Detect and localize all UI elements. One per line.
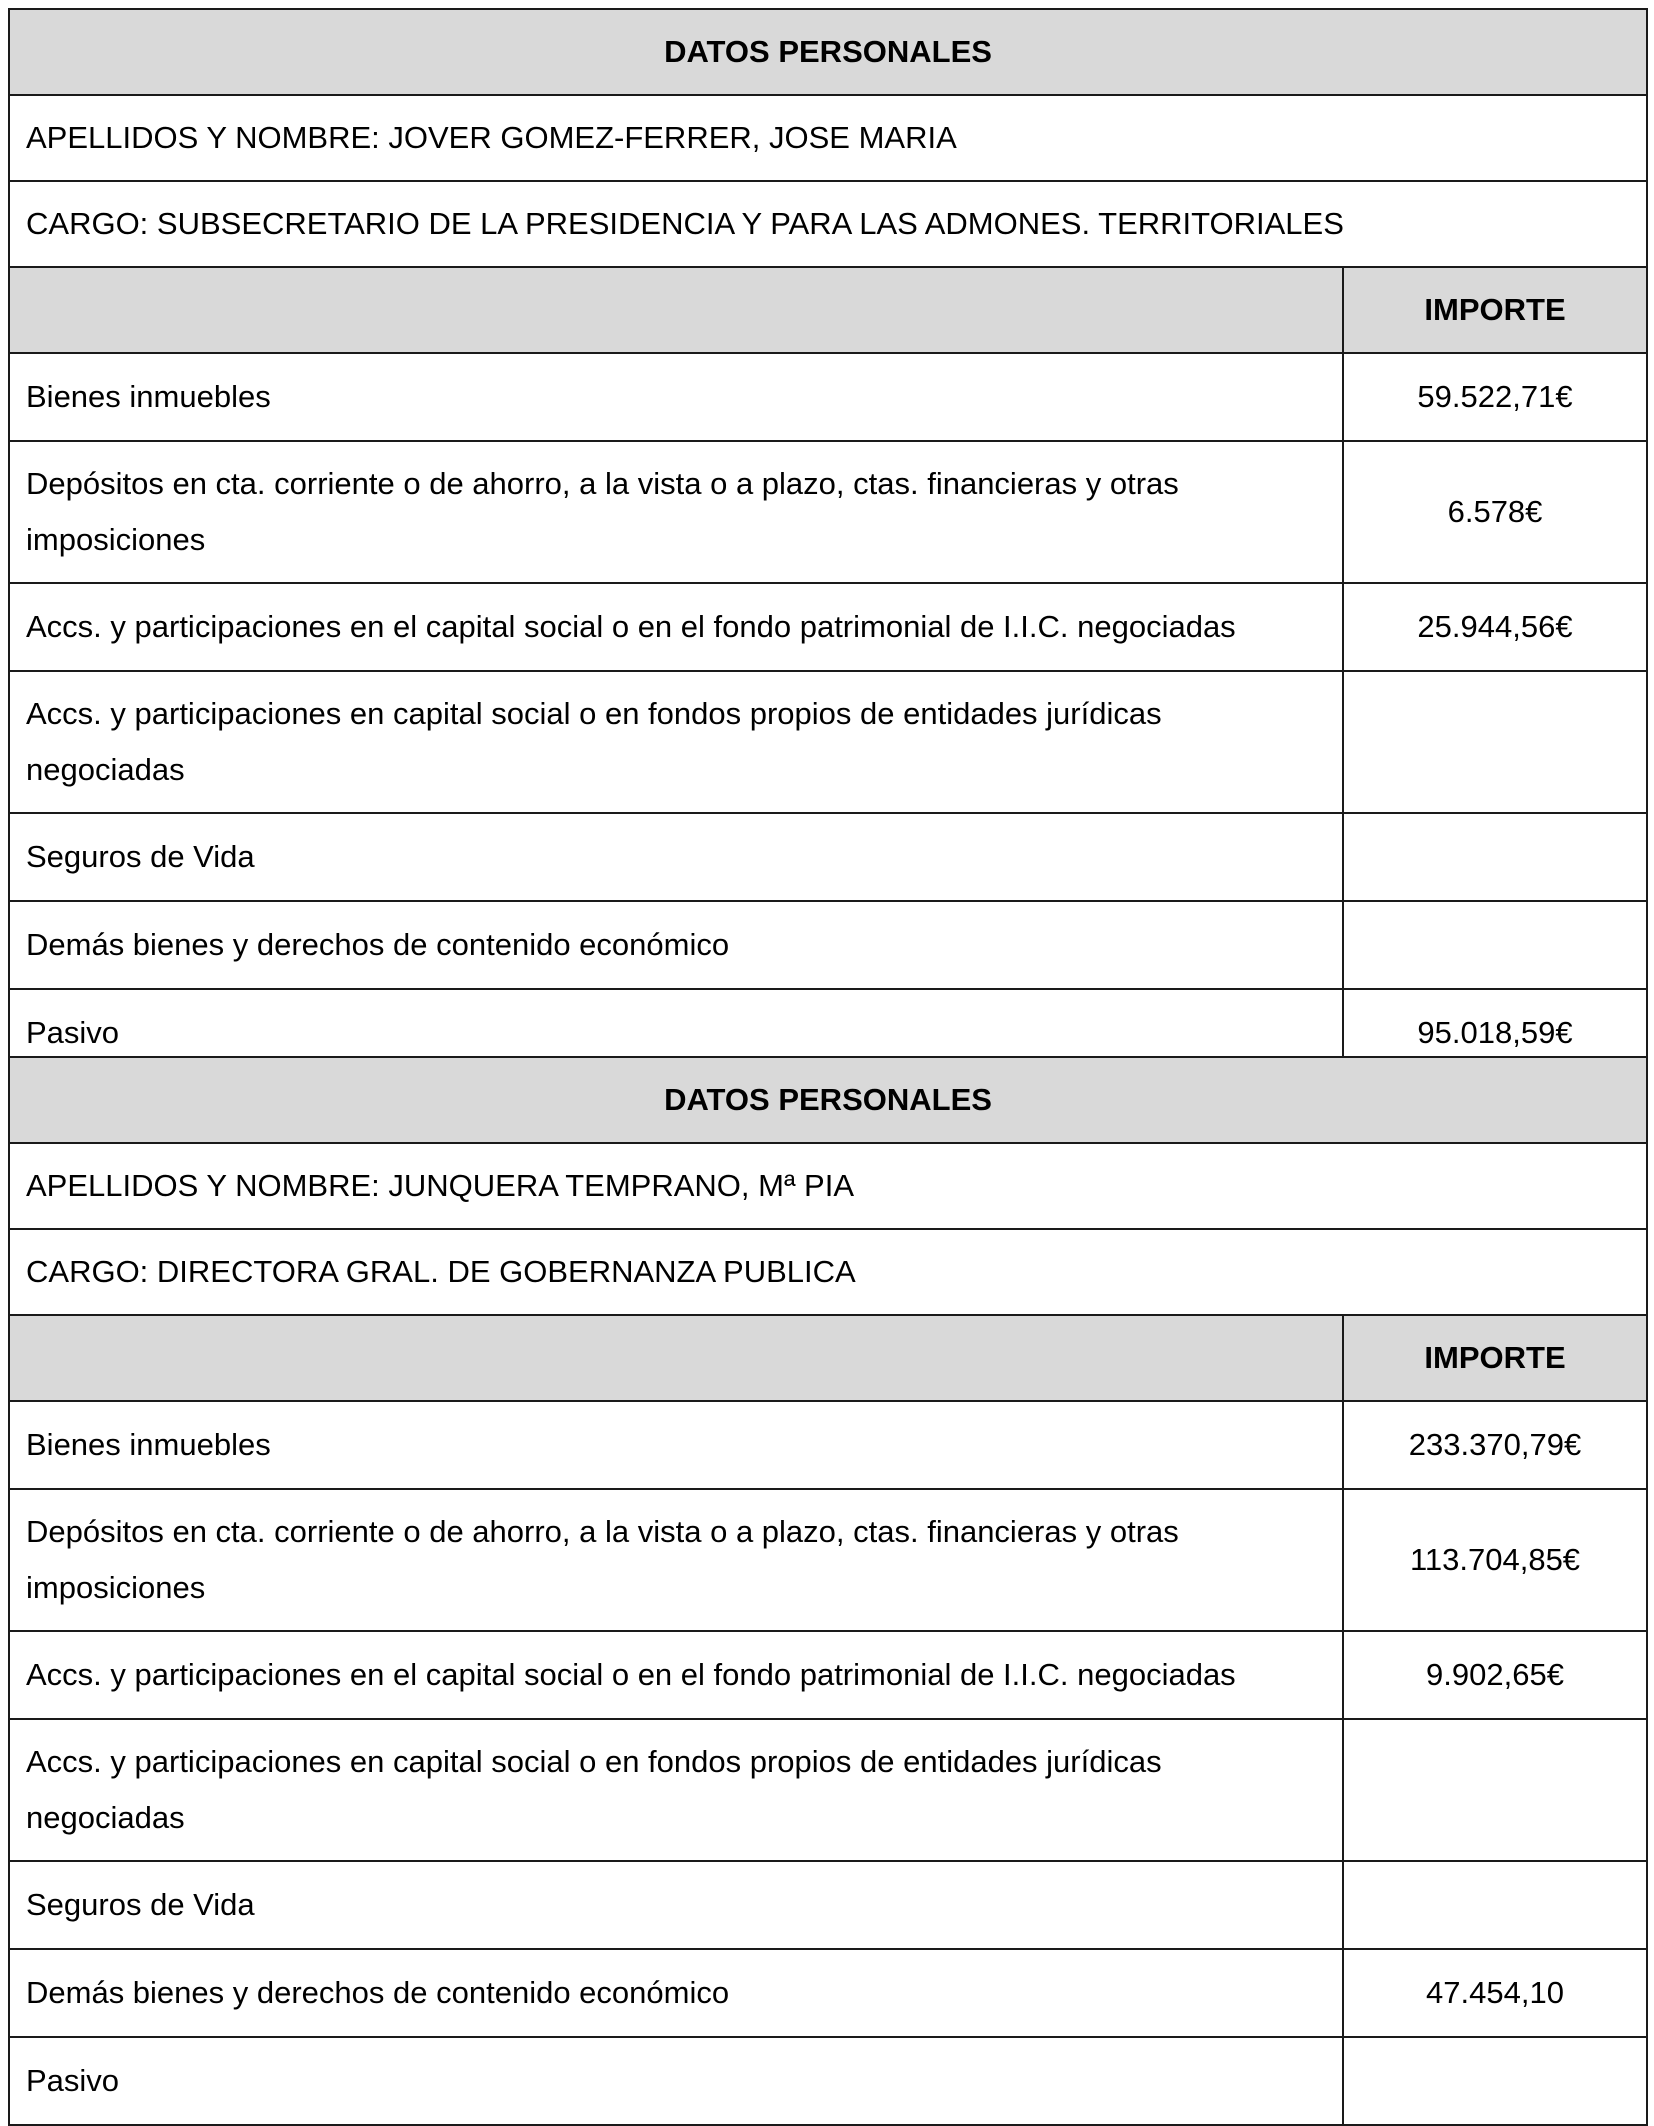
- table-row: [9, 1719, 1647, 1861]
- item-label: Accs. y participaciones en capital social o en fondos propios de entidades jurídicas negociadas: [9, 671, 1343, 813]
- table-row: [9, 1401, 1647, 1489]
- item-label: Depósitos en cta. corriente o de ahorro, a la vista o a plazo, ctas. financieras y otras imposiciones: [9, 1489, 1343, 1631]
- item-amount: 113.704,85€: [1343, 1489, 1647, 1631]
- item-amount: 47.454,10: [1343, 1949, 1647, 2037]
- column-header-row: [9, 1315, 1647, 1401]
- table-title-row: [9, 1057, 1647, 1143]
- item-amount: 9.902,65€: [1343, 1631, 1647, 1719]
- item-label: Seguros de Vida: [9, 1861, 1343, 1949]
- position-row: [9, 1229, 1647, 1315]
- section-header: DATOS PERSONALES: [9, 1057, 1647, 1143]
- table-row: [9, 1489, 1647, 1631]
- table-row: [9, 1861, 1647, 1949]
- full-name: APELLIDOS Y NOMBRE: JOVER GOMEZ-FERRER, JOSE MARIA: [9, 95, 1647, 181]
- full-name: APELLIDOS Y NOMBRE: JUNQUERA TEMPRANO, Mª PIA: [9, 1143, 1647, 1229]
- item-amount: 6.578€: [1343, 441, 1647, 583]
- position-title: CARGO: DIRECTORA GRAL. DE GOBERNANZA PUBLICA: [9, 1229, 1647, 1315]
- item-amount: [1343, 671, 1647, 813]
- column-header-row: [9, 267, 1647, 353]
- column-header-amount: IMPORTE: [1343, 1315, 1647, 1401]
- table-row: [9, 441, 1647, 583]
- item-amount: 59.522,71€: [1343, 353, 1647, 441]
- item-label: Demás bienes y derechos de contenido económico: [9, 901, 1343, 989]
- section-header: DATOS PERSONALES: [9, 9, 1647, 95]
- table-row: [9, 813, 1647, 901]
- table-row: [9, 1631, 1647, 1719]
- item-label: Bienes inmuebles: [9, 1401, 1343, 1489]
- item-amount: 233.370,79€: [1343, 1401, 1647, 1489]
- item-amount: [1343, 901, 1647, 989]
- item-amount: 25.944,56€: [1343, 583, 1647, 671]
- item-amount: 95.018,59€: [1343, 989, 1647, 1077]
- name-row: [9, 1143, 1647, 1229]
- table-row: [9, 2037, 1647, 2125]
- item-label: Accs. y participaciones en el capital social o en el fondo patrimonial de I.I.C. negociadas: [9, 1631, 1343, 1719]
- name-row: [9, 95, 1647, 181]
- item-label: Depósitos en cta. corriente o de ahorro, a la vista o a plazo, ctas. financieras y otras imposiciones: [9, 441, 1343, 583]
- item-amount: [1343, 1719, 1647, 1861]
- item-label: Pasivo: [9, 2037, 1343, 2125]
- column-header-blank: [9, 1315, 1343, 1401]
- declaration-table: [8, 8, 1648, 1078]
- column-header-amount: IMPORTE: [1343, 267, 1647, 353]
- item-amount: [1343, 813, 1647, 901]
- table-title-row: [9, 9, 1647, 95]
- position-row: [9, 181, 1647, 267]
- item-amount: [1343, 2037, 1647, 2125]
- position-title: CARGO: SUBSECRETARIO DE LA PRESIDENCIA Y PARA LAS ADMONES. TERRITORIALES: [9, 181, 1647, 267]
- item-amount: [1343, 1861, 1647, 1949]
- item-label: Bienes inmuebles: [9, 353, 1343, 441]
- table-row: [9, 583, 1647, 671]
- declaration-table: [8, 1056, 1648, 2126]
- table-row: [9, 1949, 1647, 2037]
- item-label: Accs. y participaciones en el capital social o en el fondo patrimonial de I.I.C. negociadas: [9, 583, 1343, 671]
- column-header-blank: [9, 267, 1343, 353]
- item-label: Demás bienes y derechos de contenido económico: [9, 1949, 1343, 2037]
- table-row: [9, 901, 1647, 989]
- table-row: [9, 671, 1647, 813]
- item-label: Pasivo: [9, 989, 1343, 1077]
- item-label: Accs. y participaciones en capital social o en fondos propios de entidades jurídicas negociadas: [9, 1719, 1343, 1861]
- item-label: Seguros de Vida: [9, 813, 1343, 901]
- table-row: [9, 353, 1647, 441]
